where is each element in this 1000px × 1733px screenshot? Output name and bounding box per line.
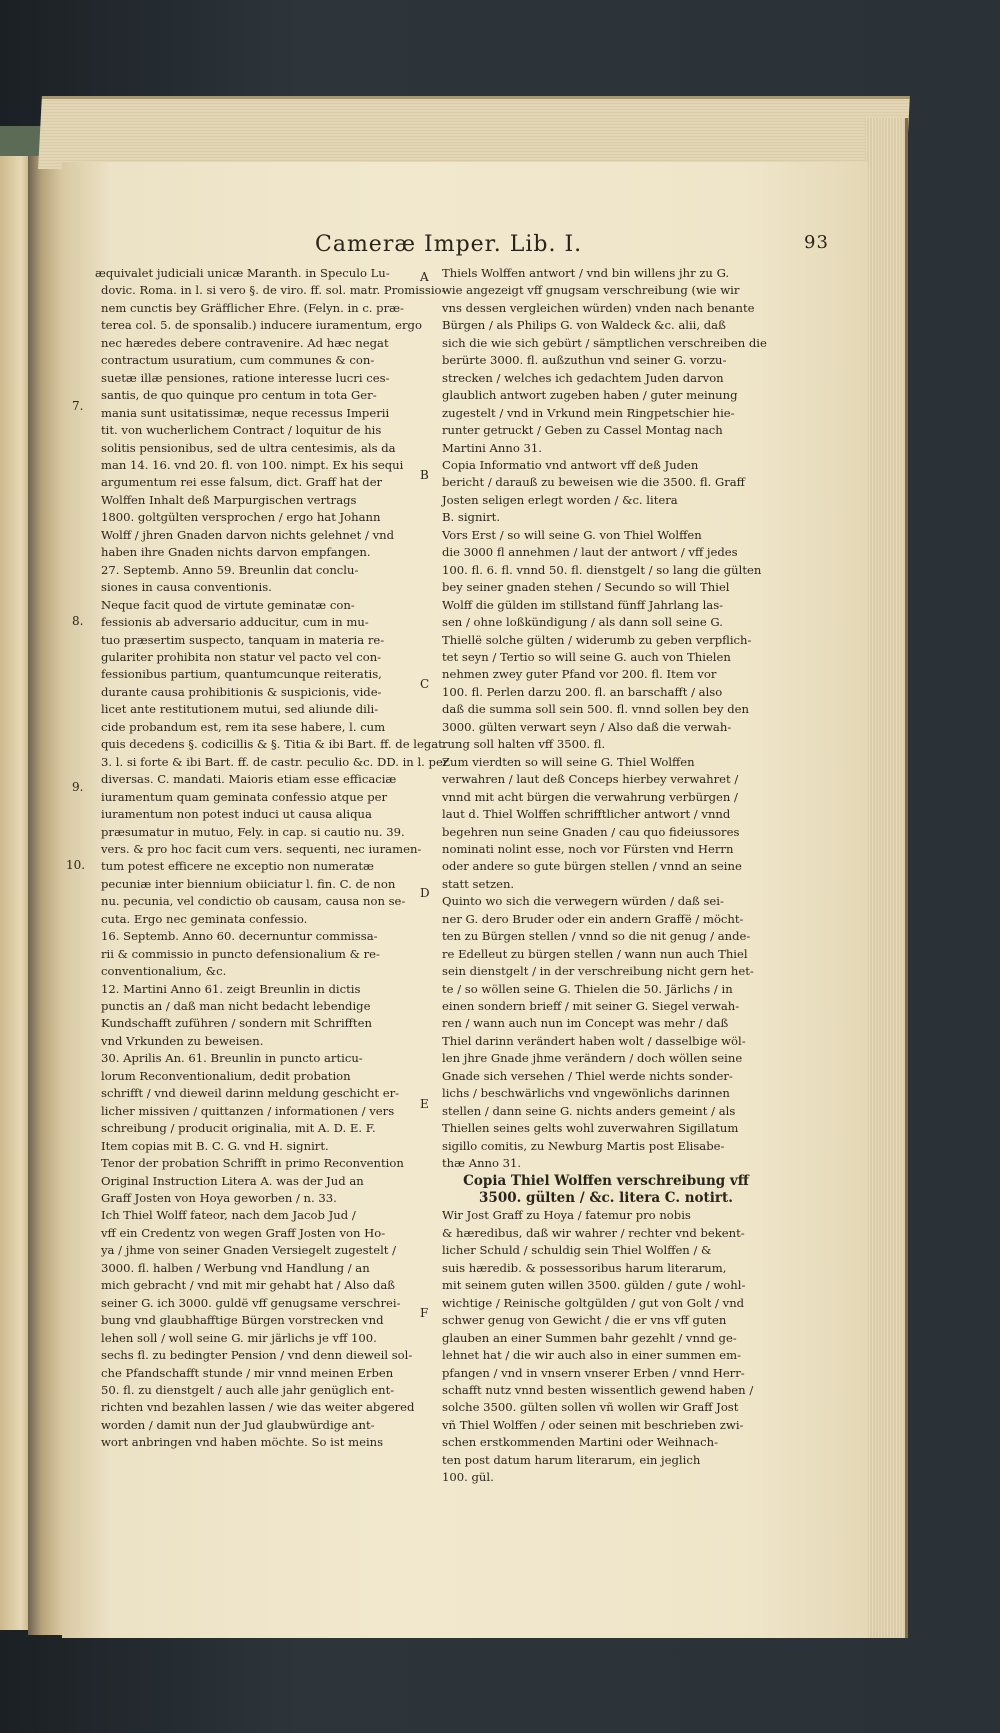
left-column-line: bung vnd glaubhafftige Bürgen vorstrecken vnd (101, 1313, 384, 1328)
right-column-line: 3000. gülten verwart seyn / Also daß die verwah- (442, 719, 732, 734)
left-column-line: iuramentum quam geminata confessio atque per (101, 789, 388, 804)
right-column-line: schafft nutz vnnd besten wissentlich gewend haben / (442, 1383, 754, 1397)
left-column-line: 3000. fl. halben / Werbung vnd Handlung / an (101, 1260, 370, 1275)
right-column-line: te / so wöllen seine G. Thielen die 50. Järlichs / in (442, 981, 733, 996)
left-column-line: vers. & pro hoc facit cum vers. sequenti, nec iuramen- (101, 841, 422, 856)
right-column-line: oder andere so gute bürgen stellen / vnnd an seine (442, 859, 742, 874)
right-column-line: & hæredibus, daß wir wahrer / rechter vnd bekent- (442, 1225, 745, 1240)
right-column-line: suis hæredib. & possessoribus harum literarum, (442, 1260, 727, 1275)
right-column-line: glaublich antwort zugeben haben / guter meinung (442, 388, 738, 403)
left-column-line: vnd Vrkunden zu beweisen. (101, 1033, 264, 1048)
margin-number-10: 10. (66, 858, 86, 872)
right-column-line: stellen / dann seine G. nichts anders gemeint / als (442, 1103, 736, 1118)
right-column-line: bey seiner gnaden stehen / Secundo so will Thiel (442, 580, 730, 595)
right-column-line: zugestelt / vnd in Vrkund mein Ringpetschier hie- (442, 405, 735, 420)
running-head: Cameræ Imper. Lib. I. (315, 232, 583, 257)
left-column-line: iuramentum non potest induci ut causa aliqua (101, 807, 372, 822)
left-column-line: Original Instruction Litera A. was der Jud an (101, 1173, 364, 1188)
right-column-line: lehnet hat / die wir auch also in einer summen em- (442, 1348, 741, 1363)
left-column-line: worden / damit nun der Jud glaubwürdige ant- (101, 1417, 375, 1432)
left-column-line: Wolffen Inhalt deß Marpurgischen vertrags (101, 492, 357, 507)
left-column-line: quis decedens §. codicillis & §. Titia & ibi Bart. ff. de legat. (101, 737, 447, 752)
left-column-line: suetæ illæ pensiones, ratione interesse lucri ces- (101, 370, 390, 385)
right-column-line: Thiel darinn verändert haben wolt / dasselbige wöl- (442, 1033, 746, 1048)
left-column-line: punctis an / daß man nicht bedacht lebendige (101, 999, 371, 1014)
right-column-line: 100. fl. 6. fl. vnnd 50. fl. dienstgelt / so lang die gülten (442, 562, 762, 577)
right-text-column (442, 265, 770, 1487)
left-column-line: Tenor der probation Schrifft in primo Reconvention (101, 1156, 404, 1171)
right-column-line: ner G. dero Bruder oder ein andern Graffë / möcht- (442, 911, 744, 926)
right-column-line: runter getruckt / Geben zu Cassel Montag nach (442, 423, 723, 438)
left-column-line: conventionalium, &c. (101, 964, 227, 979)
right-column-line: begehren nun seine Gnaden / cau quo fideiussores (442, 824, 740, 839)
right-column-line: Wir Jost Graff zu Hoya / fatemur pro nobis (442, 1208, 691, 1223)
left-column-line: schrifft / vnd dieweil darinn meldung geschicht er- (101, 1086, 400, 1101)
left-column-line: tit. von wucherlichem Contract / loquitur de his (101, 423, 382, 438)
book-gutter (28, 150, 62, 1635)
left-column-line: seiner G. ich 3000. guldë vff genugsame verschrei- (101, 1295, 401, 1310)
left-column-line: lorum Reconventionalium, dedit probation (101, 1068, 351, 1083)
right-column-line: schen erstkommenden Martini oder Weihnach- (442, 1435, 718, 1450)
left-column-line: argumentum rei esse falsum, dict. Graff hat der (101, 475, 383, 490)
right-column-line: licher Schuld / schuldig sein Thiel Wolffen / & (442, 1243, 712, 1258)
left-column-line: pecuniæ inter biennium obiiciatur l. fin. C. de non (101, 876, 396, 891)
left-column-line: Ich Thiel Wolff fateor, nach dem Jacob Jud / (101, 1208, 356, 1223)
left-column-line: dovic. Roma. in l. si vero §. de viro. ff. sol. matr. Promissio- (101, 283, 446, 298)
left-column-line: nu. pecunia, vel condictio ob causam, causa non se- (101, 894, 406, 909)
left-column-line: cuta. Ergo nec geminata confessio. (101, 911, 308, 926)
left-column-line: Neque facit quod de virtute geminatæ con- (101, 597, 355, 612)
left-column-line: licher missiven / quittanzen / informationen / vers (101, 1103, 395, 1118)
left-column-line: licet ante restitutionem mutui, sed aliunde dili- (101, 702, 379, 717)
section-letter-c: C (420, 677, 430, 691)
right-column-line: wie angezeigt vff gnugsam verschreibung (wie wir (442, 283, 740, 298)
left-column-line: nem cunctis bey Gräfflicher Ehre. (Felyn. in c. præ- (101, 300, 404, 315)
left-column-line: 16. Septemb. Anno 60. decernuntur commissa- (101, 929, 378, 944)
left-column-line: schreibung / producit originalia, mit A. D. E. F. (101, 1121, 376, 1136)
page-number: 93 (804, 232, 829, 253)
left-column-line: fessionis ab adversario adducitur, cum in mu- (101, 615, 369, 630)
left-column-line: Graff Josten von Hoya geworben / n. 33. (101, 1191, 337, 1206)
right-column-line: vnnd mit acht bürgen die verwahrung verbürgen / (442, 789, 738, 804)
left-column-line: 12. Martini Anno 61. zeigt Breunlin in dictis (101, 981, 361, 996)
left-column-line: gulariter prohibita non statur vel pacto vel con- (101, 649, 382, 664)
left-column-line: ya / jhme von seiner Gnaden Versiegelt zugestelt / (101, 1243, 397, 1258)
right-column-line: bericht / darauß zu beweisen wie die 3500. fl. Graff (442, 475, 745, 490)
right-column-line: pfangen / vnd in vnsern vnserer Erben / vnnd Herr- (442, 1365, 745, 1380)
right-column-line: rung soll halten vff 3500. fl. (442, 737, 606, 752)
left-column-line: siones in causa conventionis. (101, 580, 272, 595)
left-text-column (95, 265, 449, 1452)
right-column-line: Vors Erst / so will seine G. von Thiel Wolffen (442, 527, 702, 542)
right-column-line: einen sondern brieff / mit seiner G. Siegel verwah- (442, 999, 740, 1014)
left-column-line: che Pfandschafft stunde / mir vnnd meinen Erben (101, 1365, 394, 1380)
left-column-line: solitis pensionibus, sed de ultra centesimis, als da (101, 440, 396, 455)
right-column-line: nominati nolint esse, noch vor Fürsten vnd Herrn (442, 841, 734, 856)
left-column-line: Item copias mit B. C. G. vnd H. signirt. (101, 1138, 329, 1153)
section-letter-d: D (420, 886, 430, 900)
left-column-line: præsumatur in mutuo, Fely. in cap. si cautio nu. 39. (101, 824, 405, 839)
section-letter-b: B (420, 468, 429, 482)
right-column-line: Thiels Wolffen antwort / vnd bin willens jhr zu G. (442, 266, 730, 280)
left-column-line: 1800. goltgülten versprochen / ergo hat Johann (101, 510, 381, 525)
margin-number-7: 7. (72, 399, 84, 413)
left-column-line: lehen soll / woll seine G. mir järlichs je vff 100. (101, 1330, 377, 1345)
section-letter-a: A (420, 270, 429, 284)
margin-number-9: 9. (72, 780, 84, 794)
right-column-line: Copia Informatio vnd antwort vff deß Juden (442, 457, 699, 472)
left-column-line: tuo præsertim suspecto, tanquam in materia re- (101, 632, 385, 647)
page-stack-top-edge (38, 96, 910, 169)
right-column-line: lichs / beschwärlichs vnd vngewönlichs darinnen (442, 1086, 730, 1101)
right-column-line: solche 3500. gülten sollen vñ wollen wir Graff Jost (442, 1400, 739, 1415)
right-column-line: verwahren / laut deß Conceps hierbey verwahret / (442, 772, 739, 787)
right-column-line: ten post datum harum literarum, ein jeglich (442, 1452, 701, 1467)
right-column-line: die 3000 fl annehmen / laut der antwort / vff jedes (442, 545, 738, 560)
right-column-line: re Edelleut zu bürgen stellen / wann nun auch Thiel (442, 946, 748, 961)
margin-number-8: 8. (72, 614, 84, 628)
left-column-line: Wolff / jhren Gnaden darvon nichts gelehnet / vnd (101, 527, 395, 542)
right-column-line: nehmen zwey guter Pfand vor 200. fl. Item vor (442, 667, 717, 682)
left-column-line: richten vnd bezahlen lassen / wie das weiter abgered (101, 1400, 415, 1415)
left-column-line: cide probandum est, rem ita sese habere, l. cum (101, 719, 386, 734)
section-letter-f: F (420, 1306, 429, 1320)
right-column-line: sigillo comitis, zu Newburg Martis post Elisabe- (442, 1138, 725, 1153)
right-column-line: vñ Thiel Wolffen / oder seinen mit beschrieben zwi- (442, 1417, 744, 1432)
right-column-line: len jhre Gnade jhme verändern / doch wöllen seine (442, 1051, 743, 1066)
left-column-line: vff ein Credentz von wegen Graff Josten von Ho- (101, 1225, 386, 1240)
right-column-line: laut d. Thiel Wolffen schrifftlicher antwort / vnnd (442, 807, 731, 822)
left-column-line: 27. Septemb. Anno 59. Breunlin dat conclu- (101, 562, 359, 577)
left-column-line: terea col. 5. de sponsalib.) inducere iuramentum, ergo (101, 318, 422, 333)
left-column-line: contractum usuratium, cum communes & con- (101, 353, 375, 368)
right-column-line: daß die summa soll sein 500. fl. vnnd sollen bey den (442, 702, 749, 717)
section-letter-e: E (420, 1097, 429, 1111)
left-column-line: durante causa prohibitionis & suspicionis, vide- (101, 684, 382, 699)
right-column-line: 100. fl. Perlen darzu 200. fl. an barschafft / also (442, 684, 723, 699)
left-column-line: æquivalet judiciali unicæ Maranth. in Speculo Lu- (95, 266, 390, 280)
right-column-line: berürte 3000. fl. außzuthun vnd seiner G. vorzu- (442, 353, 727, 368)
right-column-line: B. signirt. (442, 510, 501, 525)
right-column-line: 100. gül. (442, 1470, 494, 1485)
left-column-line: diversas. C. mandati. Maioris etiam esse efficaciæ (101, 772, 397, 787)
right-column-line: ren / wann auch nun im Concept was mehr / daß (442, 1016, 729, 1031)
left-column-line: mania sunt usitatissimæ, neque recessus Imperii (101, 405, 390, 420)
right-column-line: Wolff die gülden im stillstand fünff Jahrlang las- (442, 597, 724, 612)
right-column-line: Thiellë solche gülten / widerumb zu geben verpflich- (442, 632, 752, 647)
left-column-line: nec hæredes debere contravenire. Ad hæc negat (101, 335, 389, 350)
right-column-line: 3500. gülten / &c. litera C. notirt. (479, 1190, 733, 1207)
right-column-line: tet seyn / Tertio so will seine G. auch von Thielen (442, 649, 731, 664)
left-column-line: 30. Aprilis An. 61. Breunlin in puncto articu- (101, 1051, 363, 1066)
right-column-line: sein dienstgelt / in der verschreibung nicht gern het- (442, 964, 754, 979)
left-column-line: man 14. 16. vnd 20. fl. von 100. nimpt. Ex his sequi (101, 457, 404, 472)
right-column-line: Quinto wo sich die verwegern würden / daß sei- (442, 894, 724, 909)
right-column-line: thæ Anno 31. (442, 1156, 522, 1171)
right-column-line: Zum vierdten so will seine G. Thiel Wolffen (442, 754, 695, 769)
left-column-line: fessionibus partium, quantumcunque reiteratis, (101, 667, 382, 682)
right-column-line: statt setzen. (442, 876, 515, 891)
left-column-line: mich gebracht / vnd mit mir gehabt hat / Also daß (101, 1278, 396, 1293)
right-column-line: mit seinem guten willen 3500. gülden / gute / wohl- (442, 1278, 746, 1293)
left-column-line: santis, de quo quinque pro centum in tota Ger- (101, 388, 377, 403)
page-stack-right-edge (865, 118, 908, 1638)
right-column-line: Gnade sich versehen / Thiel werde nichts sonder- (442, 1068, 733, 1083)
left-column-line: tum potest efficere ne exceptio non numeratæ (101, 859, 374, 874)
left-column-line: haben ihre Gnaden nichts darvon empfangen. (101, 545, 371, 560)
right-column-line: Thiellen seines gelts wohl zuverwahren Sigillatum (442, 1121, 739, 1136)
right-column-line: sich die wie sich gebürt / sämptlichen verschreiben die (442, 335, 767, 350)
left-column-line: rii & commissio in puncto defensionalium & re- (101, 946, 380, 961)
right-column-line: wichtige / Reinische goltgülden / gut von Golt / vnd (442, 1295, 745, 1310)
left-column-line: sechs fl. zu bedingter Pension / vnd denn dieweil sol- (101, 1348, 413, 1363)
left-column-line: 50. fl. zu dienstgelt / auch alle jahr genüglich ent- (101, 1383, 395, 1397)
right-column-line: Martini Anno 31. (442, 440, 542, 455)
right-column-line: strecken / welches ich gedachtem Juden darvon (442, 370, 724, 385)
right-column-line: ten zu Bürgen stellen / vnnd so die nit genug / ande- (442, 929, 751, 944)
left-column-line: Kundschafft zuführen / sondern mit Schrifften (101, 1016, 372, 1031)
right-column-line: Josten seligen erlegt worden / &c. litera (442, 492, 678, 507)
right-column-line: vns dessen vergleichen würden) vnden nach benante (442, 300, 755, 315)
left-column-line: 3. l. si forte & ibi Bart. ff. de castr. peculio &c. DD. in l. per (101, 754, 449, 769)
right-column-line: Copia Thiel Wolffen verschreibung vff (463, 1172, 749, 1189)
right-column-line: glauben an einer Summen bahr gezehlt / vnnd ge- (442, 1330, 737, 1345)
left-column-line: wort anbringen vnd haben möchte. So ist meins (101, 1435, 384, 1450)
right-column-line: Bürgen / als Philips G. von Waldeck &c. alii, daß (442, 318, 726, 333)
right-column-line: sen / ohne loßkündigung / als dann soll seine G. (442, 615, 723, 630)
right-column-line: schwer genug von Gewicht / die er vns vff guten (442, 1313, 727, 1328)
